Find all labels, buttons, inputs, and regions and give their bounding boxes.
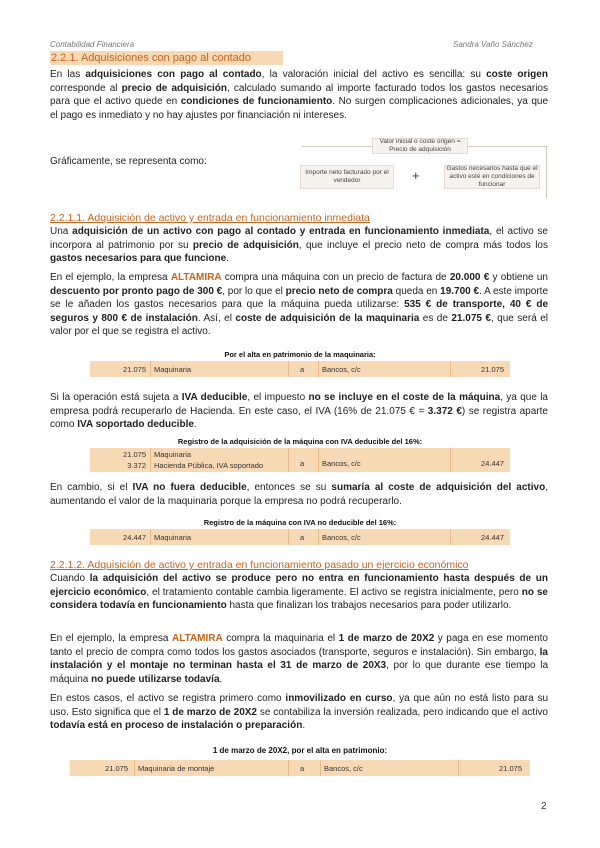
debit-amount: 24.447 bbox=[123, 532, 146, 542]
credit-account: Bancos, c/c bbox=[322, 532, 361, 542]
header-right: Sandra Vaño Sánchez bbox=[453, 40, 533, 49]
section-title: 2.2.1. Adquisiciones con pago al contado bbox=[50, 51, 283, 65]
diagram-left-box: Importe neto facturado por el vendedor bbox=[300, 165, 394, 189]
debit-amount: 21.075 bbox=[105, 763, 128, 773]
entry-a: a bbox=[300, 364, 305, 374]
debit-account: Maquinaria bbox=[154, 364, 192, 374]
diagram-top-box: Valor inicial o coste origen = Precio de adquisición bbox=[372, 138, 468, 154]
journal-entry-2 bbox=[90, 448, 510, 472]
header-left: Contabilidad Financiera bbox=[50, 40, 135, 49]
debit-account-2: Hacienda Pública, IVA soportado bbox=[154, 461, 264, 470]
sub1-paragraph-3: Si la operación está sujeta a IVA deducible, el impuesto no se incluye en el coste de la máquina, ya que la empresa podrá recuperarlo de Hacienda. En este caso, el IVA (16% de 21.075 € = 3.372 €) se registra aparte como IVA soportado deducible. bbox=[50, 392, 548, 430]
entry-4-caption: 1 de marzo de 20X2, por el alta en patrimonio: bbox=[212, 746, 388, 755]
journal-entry-3 bbox=[90, 529, 510, 545]
debit-account: Maquinaria de montaje bbox=[138, 763, 215, 773]
entry-3-caption: Registro de la máquina con IVA no deducible del 16%: bbox=[203, 518, 397, 527]
sub2-paragraph-3: En estos casos, el activo se registra primero como inmovilizado en curso, ya que aún no está listo para su uso. Esto significa que el 1 de marzo de 20X2 se contabiliza la inversión realizada, pero indicando que el activo todavía está en proceso de instalación o preparación. bbox=[50, 693, 549, 731]
credit-amount: 24.447 bbox=[481, 532, 504, 542]
intro-paragraph: En las adquisiciones con pago al contado, la valoración inicial del activo es sencilla: su coste origen corresponde al precio de adquisición, calculado sumando al importe facturado todos los gastos necesarios para que el activo quede en condiciones de funcionamiento. No surgen complicaciones adicionales, ya que el pago es inmediato y no hay ajustes por financiación ni intereses. bbox=[50, 69, 549, 121]
sub1-paragraph-2: En el ejemplo, la empresa ALTAMIRA compra una máquina con un precio de factura de 20.000 € y obtiene un descuento por pronto pago de 300 €, por lo que el precio neto de compra queda en 19.700 €. A este importe se le añaden los gastos necesarios para que la máquina pueda utilizarse: 535 € de transporte, 40 € de seguros y 800 € de instalación. Así, el coste de adquisición de la maquinaria es de 21.075 €, que será el valor por el que se registra el activo. bbox=[50, 272, 549, 337]
sub2-paragraph-1: Cuando la adquisición del activo se produce pero no entra en funcionamiento hasta después de un ejercicio económico, el tratamiento contable cambia ligeramente. El activo se registra inicialmente, pero no se considera todavía en funcionamiento hasta que finalizan los trabajos necesarios para poder utilizarlo. bbox=[50, 573, 548, 611]
journal-entry-1 bbox=[90, 361, 510, 377]
entry-a: a bbox=[300, 458, 305, 468]
journal-entry-4 bbox=[70, 760, 530, 776]
debit-amount-1: 21.075 bbox=[123, 450, 146, 459]
entry-2-caption: Registro de la adquisición de la máquina con IVA deducible del 16%: bbox=[177, 437, 423, 446]
subsection-1-title: 2.2.1.1. Adquisición de activo y entrada en funcionamiento inmediata bbox=[50, 212, 370, 224]
page-number: 2 bbox=[541, 801, 547, 812]
credit-amount: 21.075 bbox=[481, 364, 504, 374]
debit-account-1: Maquinaria bbox=[154, 450, 192, 459]
entry-a: a bbox=[300, 532, 305, 542]
valuation-diagram bbox=[294, 138, 548, 198]
debit-amount-2: 3.372 bbox=[127, 461, 146, 470]
credit-amount: 21.075 bbox=[499, 763, 522, 773]
debit-amount: 21.075 bbox=[123, 364, 146, 374]
credit-account: Bancos, c/c bbox=[324, 763, 363, 773]
credit-account: Bancos, c/c bbox=[322, 364, 361, 374]
plus-sign: + bbox=[412, 168, 420, 183]
credit-account: Bancos, c/c bbox=[322, 458, 361, 468]
sub1-paragraph-1: Una adquisición de un activo con pago al contado y entrada en funcionamiento inmediata, el activo se incorpora al patrimonio por su precio de adquisición, que incluye el precio neto de compra más todos los gastos necesarios para que funcione. bbox=[50, 226, 548, 264]
entry-1-caption: Por el alta en patrimonio de la maquinaria: bbox=[224, 350, 376, 359]
credit-amount: 24.447 bbox=[481, 458, 504, 468]
graph-intro-text: Gráficamente, se representa como: bbox=[50, 156, 207, 167]
subsection-2-title: 2.2.1.2. Adquisición de activo y entrada en funcionamiento pasado un ejercicio económico bbox=[50, 559, 469, 571]
debit-account: Maquinaria bbox=[154, 532, 192, 542]
entry-a: a bbox=[300, 763, 305, 773]
sub1-paragraph-4: En cambio, si el IVA no fuera deducible, entonces se su sumaría al coste de adquisición del activo, aumentando el valor de la maquinaria porque la empresa no podrá recuperarlo. bbox=[50, 482, 548, 507]
diagram-right-box: Gastos necesarios hasta que el activo esté en condiciones de funcionar bbox=[444, 165, 540, 189]
sub2-paragraph-2: En el ejemplo, la empresa ALTAMIRA compra la maquinaria el 1 de marzo de 20X2 y paga en ese momento tanto el precio de compra como todos los gastos asociados (transporte, seguros e instalación). Sin embargo, la instalación y el montaje no terminan hasta el 31 de marzo de 20X3, por lo que durante ese tiempo la máquina no puede utilizarse todavía. bbox=[50, 633, 549, 685]
